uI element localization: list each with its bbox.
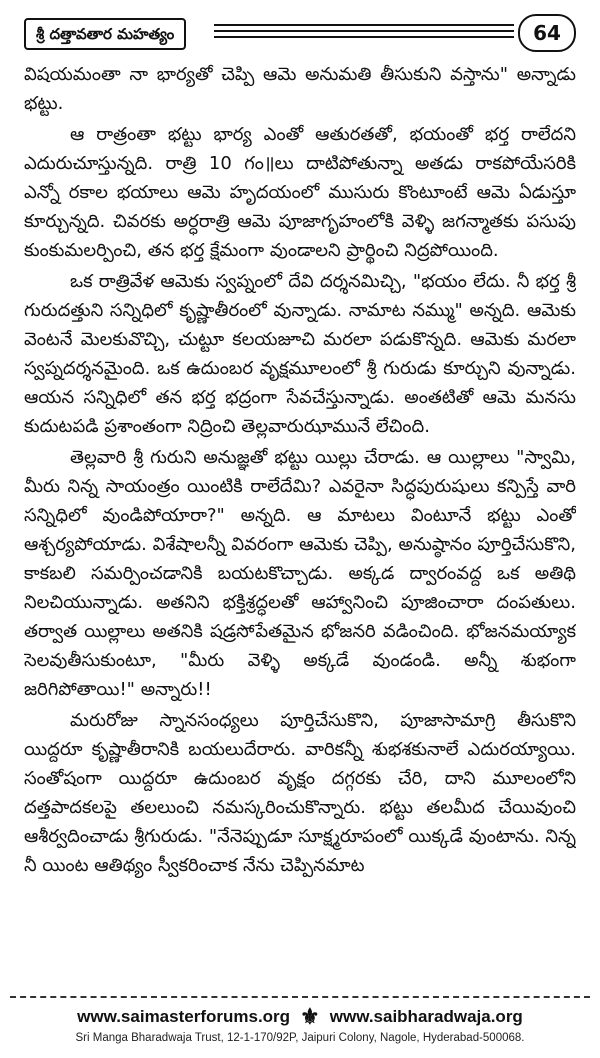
footer-divider [10, 996, 590, 998]
page-body [24, 60, 576, 980]
page-number: 64 [518, 14, 576, 52]
paragraph-2: ఆ రాత్రంతా భట్టు భార్య ఎంతో ఆతురతతో, భయంతో భర్త రాలేదని ఎదురుచూస్తున్నది. రాత్రి 10 గం॥లు దాటిపోతున్నా అతడు రాకపోయేసరికి ఎన్నో రకాల భయాలు ఆమె హృదయంలో ముసురు కొంటూంటే ఆమె ఏడుస్తూ కూర్చున్నది. చివరకు అర్ధరాత్రి ఆమె పూజాగృహంలోకి వెళ్ళి జగన్మాతకు పసుపు కుంకుమలర్పించి, తన భర్త క్షేమంగా వుండాలని ప్రార్థించి నిద్రపోయింది. [24, 124, 576, 261]
header-rule-lines [214, 24, 514, 40]
page-header [24, 14, 576, 52]
book-title: శ్రీ దత్తావతార మహత్యం [24, 18, 186, 50]
paragraph-5: మరురోజు స్నానసంధ్యలు పూర్తిచేసుకొని, పూజాసామాగ్రి తీసుకొని యిద్దరూ కృష్ణాతీరానికి బయలుదేరారు. వారికన్నీ శుభశకునాలే ఎదురయ్యాయి. సంతోషంగా యిద్దరూ ఉదుంబర వృక్షం దగ్గరకు చేరి, దాని మూలంలోని దత్తపాదకలపై తలలుంచి నమస్కరించుకొన్నారు. భట్టు తలమీద చేయివుంచి ఆశీర్వదించాడు శ్రీగురుడు. "నేనెప్పుడూ సూక్ష్మరూపంలో యిక్కడే వుంటాను. నిన్న నీ యింట ఆతిథ్యం స్వీకరించాక నేను చెప్పినమాట [24, 710, 576, 876]
fleur-de-lis-icon: ⚜ [300, 1004, 320, 1029]
footer-link-saibharadwaja[interactable]: www.saibharadwaja.org [329, 1007, 523, 1026]
paragraph-1: విషయమంతా నా భార్యతో చెప్పి ఆమె అనుమతి తీసుకుని వస్తాను" అన్నాడు భట్టు. [24, 64, 576, 114]
footer-link-saimasterforums[interactable]: www.saimasterforums.org [77, 1007, 291, 1026]
footer-links [0, 1006, 600, 1028]
footer-address: Sri Manga Bharadwaja Trust, 12-1-170/92P, Jaipuri Colony, Nagole, Hyderabad-500068. [75, 1032, 525, 1044]
page-footer [0, 1006, 600, 1054]
paragraph-4: తెల్లవారి శ్రీ గురుని అనుజ్ఞతో భట్టు యిల్లు చేరాడు. ఆ యిల్లాలు "స్వామి, మీరు నిన్న సాయంత్రం యింటికి రాలేదేమి? ఎవరైనా సిద్ధపురుషులు కన్పిస్తే వారి సన్నిధిలో వుండిపోయారా?" అన్నది. ఆ మాటలు వింటూనే భట్టు ఎంతో ఆశ్చర్యపోయాడు. విశేషాలన్నీ వివరంగా ఆమెకు చెప్పి, అనుష్ఠానం పూర్తిచేసుకొని, కాకబలి సమర్పించడానికి బయటకొచ్చాడు. అక్కడ ద్వారంవద్ద ఒక అతిథి నిలచియున్నాడు. అతనిని భక్తిశ్రద్ధలతో ఆహ్వానించి పూజించారా దంపతులు. తర్వాత యిల్లాలు అతనికి షడ్రసోపేతమైన భోజనరి వడించింది. భోజనమయ్యాక సెలవుతీసుకుంటూ, "మీరు వెళ్ళి అక్కడే వుండండి. అన్నీ శుభంగా జరిగిపోతాయి!" అన్నారు!! [24, 447, 576, 700]
paragraph-3: ఒక రాత్రివేళ ఆమెకు స్వప్నంలో దేవి దర్శనమిచ్చి, "భయం లేదు. నీ భర్త శ్రీ గురుదత్తుని సన్నిధిలో కృష్ణాతీరంలో వున్నాడు. నామాట నమ్ము" అన్నది. ఆమెకు వెంటనే మెలకువొచ్చి, చుట్టూ కలయజూచి మరలా పడుకొన్నది. ఆమెకు మరలా స్వప్నదర్శనమైంది. ఒక ఉదుంబర వృక్షమూలంలో శ్రీ గురుడు కూర్చుని వున్నాడు. ఆయన సన్నిధిలో తన భర్త భద్రంగా సేవచేస్తున్నాడు. అంతటితో ఆమె మనసు కుదుటపడి ప్రశాంతంగా నిద్రించి తెల్లవారుఝామునే లేచింది. [24, 271, 576, 437]
